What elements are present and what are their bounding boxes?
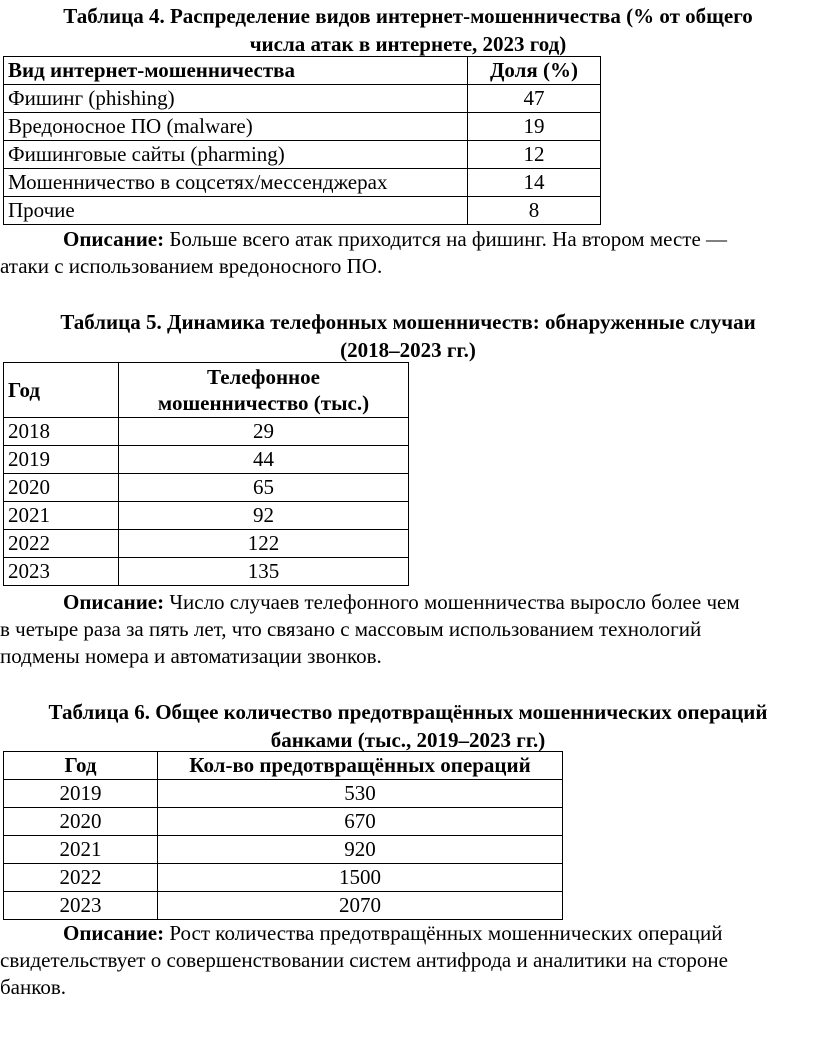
table6-caption-line2: банками (тыс., 2019–2023 гг.) [270,728,546,752]
table4-caption-line2: числа атак в интернете, 2023 год) [249,32,567,56]
table4-cell-type: Фишинговые сайты (pharming) [4,141,468,169]
table6 [3,751,563,920]
table5-caption-line2: (2018–2023 гг.) [340,338,476,362]
table6-header-year: Год [4,752,158,780]
table4-caption-line1: Таблица 4. Распределение видов интернет-мошенничества (% от общего [63,4,753,28]
table5-desc-label: Описание: [63,590,165,614]
table6-header-count: Кол-во предотвращённых операций [158,752,563,780]
table6-cell-year: 2022 [4,864,158,892]
table4-caption [0,2,816,58]
table4-cell-share: 47 [468,85,601,113]
table5-header-phone [119,363,409,418]
table5-cell-value: 135 [119,558,409,586]
table4-desc-label: Описание: [63,227,165,251]
table-row [4,446,409,474]
table5-caption [0,308,816,364]
table6-cell-year: 2020 [4,808,158,836]
table4-desc-line1: Больше всего атак приходится на фишинг. На втором месте — [164,227,728,251]
table-row [4,474,409,502]
table5-cell-value: 29 [119,418,409,446]
table6-caption [0,698,816,754]
table-row [4,197,601,225]
table5-caption-line1: Таблица 5. Динамика телефонных мошенничеств: обнаруженные случаи [60,310,756,334]
table6-caption-line1: Таблица 6. Общее количество предотвращённых мошеннических операций [48,700,768,724]
table5-cell-value: 92 [119,502,409,530]
table4-cell-type: Вредоносное ПО (malware) [4,113,468,141]
table5-desc-line3: подмены номера и автоматизации звонков. [0,644,382,668]
table4-cell-share: 8 [468,197,601,225]
table4-header-type: Вид интернет-мошенничества [4,57,468,85]
table4-description [0,226,816,280]
table4-cell-share: 12 [468,141,601,169]
table6-cell-value: 530 [158,780,563,808]
table-row [4,558,409,586]
table-row [4,780,563,808]
table5-header-phone-line1: Телефонное [207,365,320,389]
table6-cell-year: 2019 [4,780,158,808]
table6-desc-line3: банков. [0,975,67,999]
table4-desc-line2: атаки с использованием вредоносного ПО. [0,254,383,278]
table-row [4,85,601,113]
table5-desc-line1: Число случаев телефонного мошенничества выросло более чем [164,590,740,614]
table-row [4,892,563,920]
table5-header-year: Год [4,363,119,418]
table4-cell-type: Мошенничество в соцсетях/мессенджерах [4,169,468,197]
table5-cell-value: 122 [119,530,409,558]
table4-header-share: Доля (%) [468,57,601,85]
table6-cell-value: 2070 [158,892,563,920]
table5-cell-year: 2018 [4,418,119,446]
table4 [3,56,601,225]
table6-desc-line2: свидетельствует о совершенствовании систем антифрода и аналитики на стороне [0,948,728,972]
table6-cell-year: 2023 [4,892,158,920]
table6-header-row [4,752,563,780]
table6-cell-year: 2021 [4,836,158,864]
table-row [4,141,601,169]
table-row [4,808,563,836]
table-row [4,113,601,141]
table-row [4,502,409,530]
table5-cell-year: 2023 [4,558,119,586]
table5-cell-value: 65 [119,474,409,502]
table5 [3,362,409,586]
table6-cell-value: 1500 [158,864,563,892]
table4-cell-share: 14 [468,169,601,197]
table5-cell-year: 2021 [4,502,119,530]
table5-desc-line2: в четыре раза за пять лет, что связано с массовым использованием технологий [0,617,702,641]
table5-cell-year: 2022 [4,530,119,558]
table4-cell-share: 19 [468,113,601,141]
table6-cell-value: 920 [158,836,563,864]
table5-header-row [4,363,409,418]
table-row [4,530,409,558]
table5-cell-year: 2019 [4,446,119,474]
table5-header-phone-line2: мошенничество (тыс.) [157,391,370,415]
table-row [4,836,563,864]
table-row [4,418,409,446]
table4-header-row [4,57,601,85]
table4-cell-type: Фишинг (phishing) [4,85,468,113]
table6-description [0,920,816,1001]
table-row [4,169,601,197]
table-row [4,864,563,892]
table4-cell-type: Прочие [4,197,468,225]
table6-desc-label: Описание: [63,921,165,945]
table5-cell-value: 44 [119,446,409,474]
table5-cell-year: 2020 [4,474,119,502]
table6-cell-value: 670 [158,808,563,836]
table5-description [0,589,816,670]
table6-desc-line1: Рост количества предотвращённых мошеннических операций [164,921,723,945]
